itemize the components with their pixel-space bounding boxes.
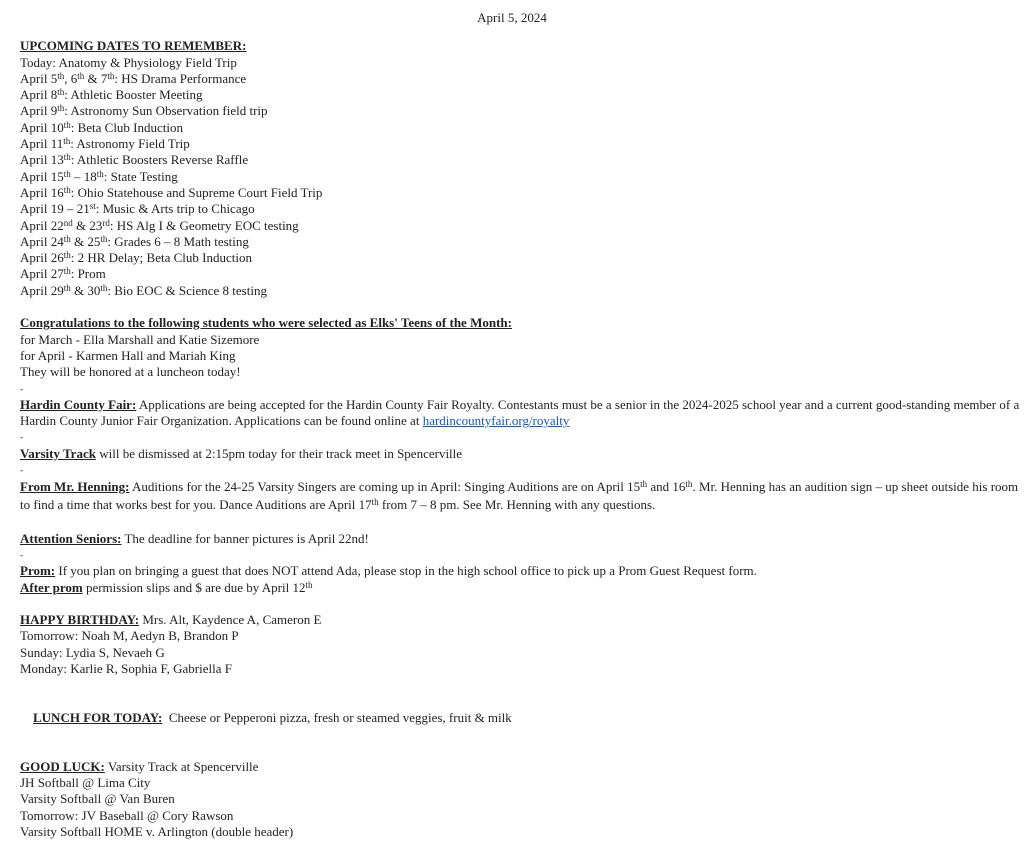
- date-item-ordinal: th: [100, 233, 108, 244]
- upcoming-date-item: [20, 120, 1024, 136]
- good-luck-label: GOOD LUCK:: [20, 758, 105, 774]
- county-fair-link[interactable]: hardincountyfair.org/royalty: [422, 413, 570, 429]
- county-fair-text: Applications are being accepted for the Hardin County Fair Royalty. Contestants must be a senior in the 2024-2025 school year and a current good-standing member of a Hardin County Junior Fair Organization. Applications can be found online at: [20, 396, 1020, 429]
- date-item-text: April 29: [20, 282, 64, 298]
- upcoming-dates-heading: UPCOMING DATES TO REMEMBER:: [20, 38, 247, 54]
- date-item-ordinal: th: [57, 87, 65, 98]
- date-item-text: April 16: [20, 184, 64, 200]
- elks-heading: Congratulations to the following students who were selected as Elks' Teens of the Month:: [20, 315, 512, 331]
- henning-sup-1: th: [640, 479, 648, 490]
- henning-text-4: from 7 – 8 pm. See Mr. Henning with any questions.: [378, 497, 656, 513]
- date-item-ordinal: th: [63, 168, 71, 179]
- upcoming-date-item: [20, 71, 1024, 87]
- henning-text-1: Auditions for the 24-25 Varsity Singers are coming up in April: Singing Auditions are on April 15: [129, 479, 641, 495]
- date-item-ordinal: th: [63, 233, 71, 244]
- date-item-ordinal: st: [89, 201, 96, 212]
- date-item-text: , 6: [64, 70, 78, 86]
- upcoming-date-item: [20, 103, 1024, 119]
- upcoming-date-item: [20, 218, 1024, 234]
- upcoming-date-item: [20, 234, 1024, 250]
- after-prom-label: After prom: [20, 579, 83, 595]
- seniors-label: Attention Seniors:: [20, 530, 122, 546]
- date-item-text: : HS Drama Performance: [114, 70, 247, 86]
- county-fair-section: [20, 397, 1024, 430]
- date-item-text: : Bio EOC & Science 8 testing: [107, 282, 267, 298]
- date-item-ordinal: th: [107, 70, 115, 81]
- upcoming-dates-list: [20, 55, 1024, 299]
- document-date: April 5, 2024: [477, 10, 547, 25]
- lunch-section: [20, 694, 1024, 743]
- henning-text-3: . Mr. Henning has an audition sign – up sheet outside his room to find a time that works best for you. Dance Auditions are April 17: [20, 479, 1019, 513]
- birthday-section: [20, 612, 1024, 677]
- date-item-text: – 18: [70, 168, 97, 184]
- birthday-monday-line: Monday: Karlie R, Sophia F, Gabriella F: [20, 660, 232, 676]
- date-item-ordinal: th: [63, 282, 71, 293]
- separator-mark: -: [20, 383, 23, 394]
- date-item-text: & 30: [70, 282, 101, 298]
- date-item-text: & 23: [72, 217, 103, 233]
- date-item-text: April 5: [20, 70, 58, 86]
- spacer: [20, 514, 1024, 530]
- upcoming-date-item: [20, 152, 1024, 168]
- date-item-text: : Astronomy Sun Observation field trip: [64, 103, 268, 119]
- good-luck-line: Varsity Softball HOME v. Arlington (double header): [20, 823, 294, 839]
- date-item-text: April 15: [20, 168, 64, 184]
- date-item-text: : State Testing: [103, 168, 178, 184]
- lunch-text: Cheese or Pepperoni pizza, fresh or steamed veggies, fruit & milk: [162, 709, 512, 725]
- separator-mark: -: [20, 465, 23, 476]
- date-item-text: : Grades 6 – 8 Math testing: [107, 233, 249, 249]
- date-item-text: : HS Alg I & Geometry EOC testing: [109, 217, 299, 233]
- upcoming-dates-section: [20, 38, 1024, 299]
- good-luck-line: JH Softball @ Lima City: [20, 775, 151, 791]
- elks-march-line: for March - Ella Marshall and Katie Sizemore: [20, 331, 260, 347]
- date-item-ordinal: nd: [63, 217, 73, 228]
- date-item-text: : 2 HR Delay; Beta Club Induction: [70, 250, 252, 266]
- henning-sup-3: th: [371, 497, 379, 508]
- good-luck-line: Tomorrow: JV Baseball @ Cory Rawson: [20, 807, 234, 823]
- good-luck-text: Varsity Track at Spencerville: [104, 758, 259, 774]
- date-item-text: : Athletic Boosters Reverse Raffle: [70, 152, 249, 168]
- date-item-text: April 11: [20, 136, 64, 152]
- date-item-text: : Ohio Statehouse and Supreme Court Field Trip: [70, 184, 323, 200]
- upcoming-date-item: [20, 87, 1024, 103]
- henning-section: [20, 478, 1024, 514]
- date-item-text: : Astronomy Field Trip: [70, 136, 190, 152]
- date-item-ordinal: th: [57, 70, 65, 81]
- date-item-ordinal: th: [63, 152, 71, 163]
- separator-mark: -: [20, 549, 23, 560]
- date-item-text: April 13: [20, 152, 64, 168]
- date-item-ordinal: th: [63, 184, 71, 195]
- date-item-text: Today: Anatomy & Physiology Field Trip: [20, 54, 237, 70]
- henning-label: From Mr. Henning:: [20, 479, 130, 495]
- henning-sup-2: th: [685, 479, 693, 490]
- good-luck-line: Varsity Softball @ Van Buren: [20, 791, 175, 807]
- date-item-text: April 27: [20, 266, 64, 282]
- upcoming-date-item: [20, 266, 1024, 282]
- upcoming-date-item: [20, 250, 1024, 266]
- spacer: [20, 742, 1024, 758]
- date-item-ordinal: th: [63, 266, 71, 277]
- upcoming-date-item: [20, 283, 1024, 299]
- separator-mark: -: [20, 432, 23, 443]
- date-item-text: April 26: [20, 250, 64, 266]
- date-item-text: April 9: [20, 103, 58, 119]
- varsity-track-text: will be dismissed at 2:15pm today for their track meet in Spencerville: [95, 445, 463, 461]
- upcoming-date-item: [20, 201, 1024, 217]
- date-item-ordinal: th: [63, 250, 71, 261]
- date-item-text: : Athletic Booster Meeting: [64, 87, 203, 103]
- spacer: [20, 299, 1024, 315]
- henning-text-2: and 16: [647, 479, 686, 495]
- date-item-text: & 25: [70, 233, 101, 249]
- prom-label: Prom:: [20, 563, 56, 579]
- date-item-text: April 22: [20, 217, 64, 233]
- date-item-ordinal: th: [63, 119, 71, 130]
- after-prom-sup: th: [305, 579, 313, 590]
- varsity-track-section: [20, 446, 1024, 462]
- date-item-ordinal: rd: [102, 217, 110, 228]
- seniors-section: [20, 531, 1024, 547]
- birthday-today-text: Mrs. Alt, Kaydence A, Cameron E: [139, 612, 322, 628]
- date-item-text: April 24: [20, 233, 64, 249]
- birthday-sunday-line: Sunday: Lydia S, Nevaeh G: [20, 644, 165, 660]
- elks-april-line: for April - Karmen Hall and Mariah King: [20, 347, 236, 363]
- spacer: [20, 677, 1024, 693]
- date-item-ordinal: th: [57, 103, 65, 114]
- upcoming-date-item: [20, 185, 1024, 201]
- date-item-text: & 7: [84, 70, 108, 86]
- date-item-ordinal: th: [77, 70, 85, 81]
- date-item-text: : Music & Arts trip to Chicago: [95, 201, 255, 217]
- date-item-text: April 19 – 21: [20, 201, 90, 217]
- varsity-track-label: Varsity Track: [20, 445, 96, 461]
- date-item-text: April 10: [20, 119, 64, 135]
- prom-text: If you plan on bringing a guest that does NOT attend Ada, please stop in the high school office to pick up a Prom Guest Request form.: [55, 563, 757, 579]
- after-prom-text: permission slips and $ are due by April 12: [82, 579, 306, 595]
- birthday-tomorrow-line: Tomorrow: Noah M, Aedyn B, Brandon P: [20, 628, 239, 644]
- elks-teens-section: [20, 315, 1024, 380]
- lunch-label: LUNCH FOR TODAY:: [33, 709, 163, 725]
- county-fair-label: Hardin County Fair:: [20, 396, 137, 412]
- date-item-ordinal: th: [100, 282, 108, 293]
- date-item-text: April 8: [20, 87, 58, 103]
- upcoming-date-item: [20, 55, 1024, 71]
- birthday-label: HAPPY BIRTHDAY:: [20, 612, 140, 628]
- date-item-ordinal: th: [96, 168, 104, 179]
- upcoming-date-item: [20, 136, 1024, 152]
- elks-luncheon-line: They will be honored at a luncheon today!: [20, 364, 241, 380]
- upcoming-date-item: [20, 169, 1024, 185]
- seniors-text: The deadline for banner pictures is April 22nd!: [121, 530, 369, 546]
- good-luck-section: [20, 759, 1024, 840]
- spacer: [20, 596, 1024, 612]
- date-item-text: : Prom: [70, 266, 106, 282]
- prom-section: [20, 563, 1024, 596]
- date-item-text: : Beta Club Induction: [70, 119, 184, 135]
- date-item-ordinal: th: [63, 136, 71, 147]
